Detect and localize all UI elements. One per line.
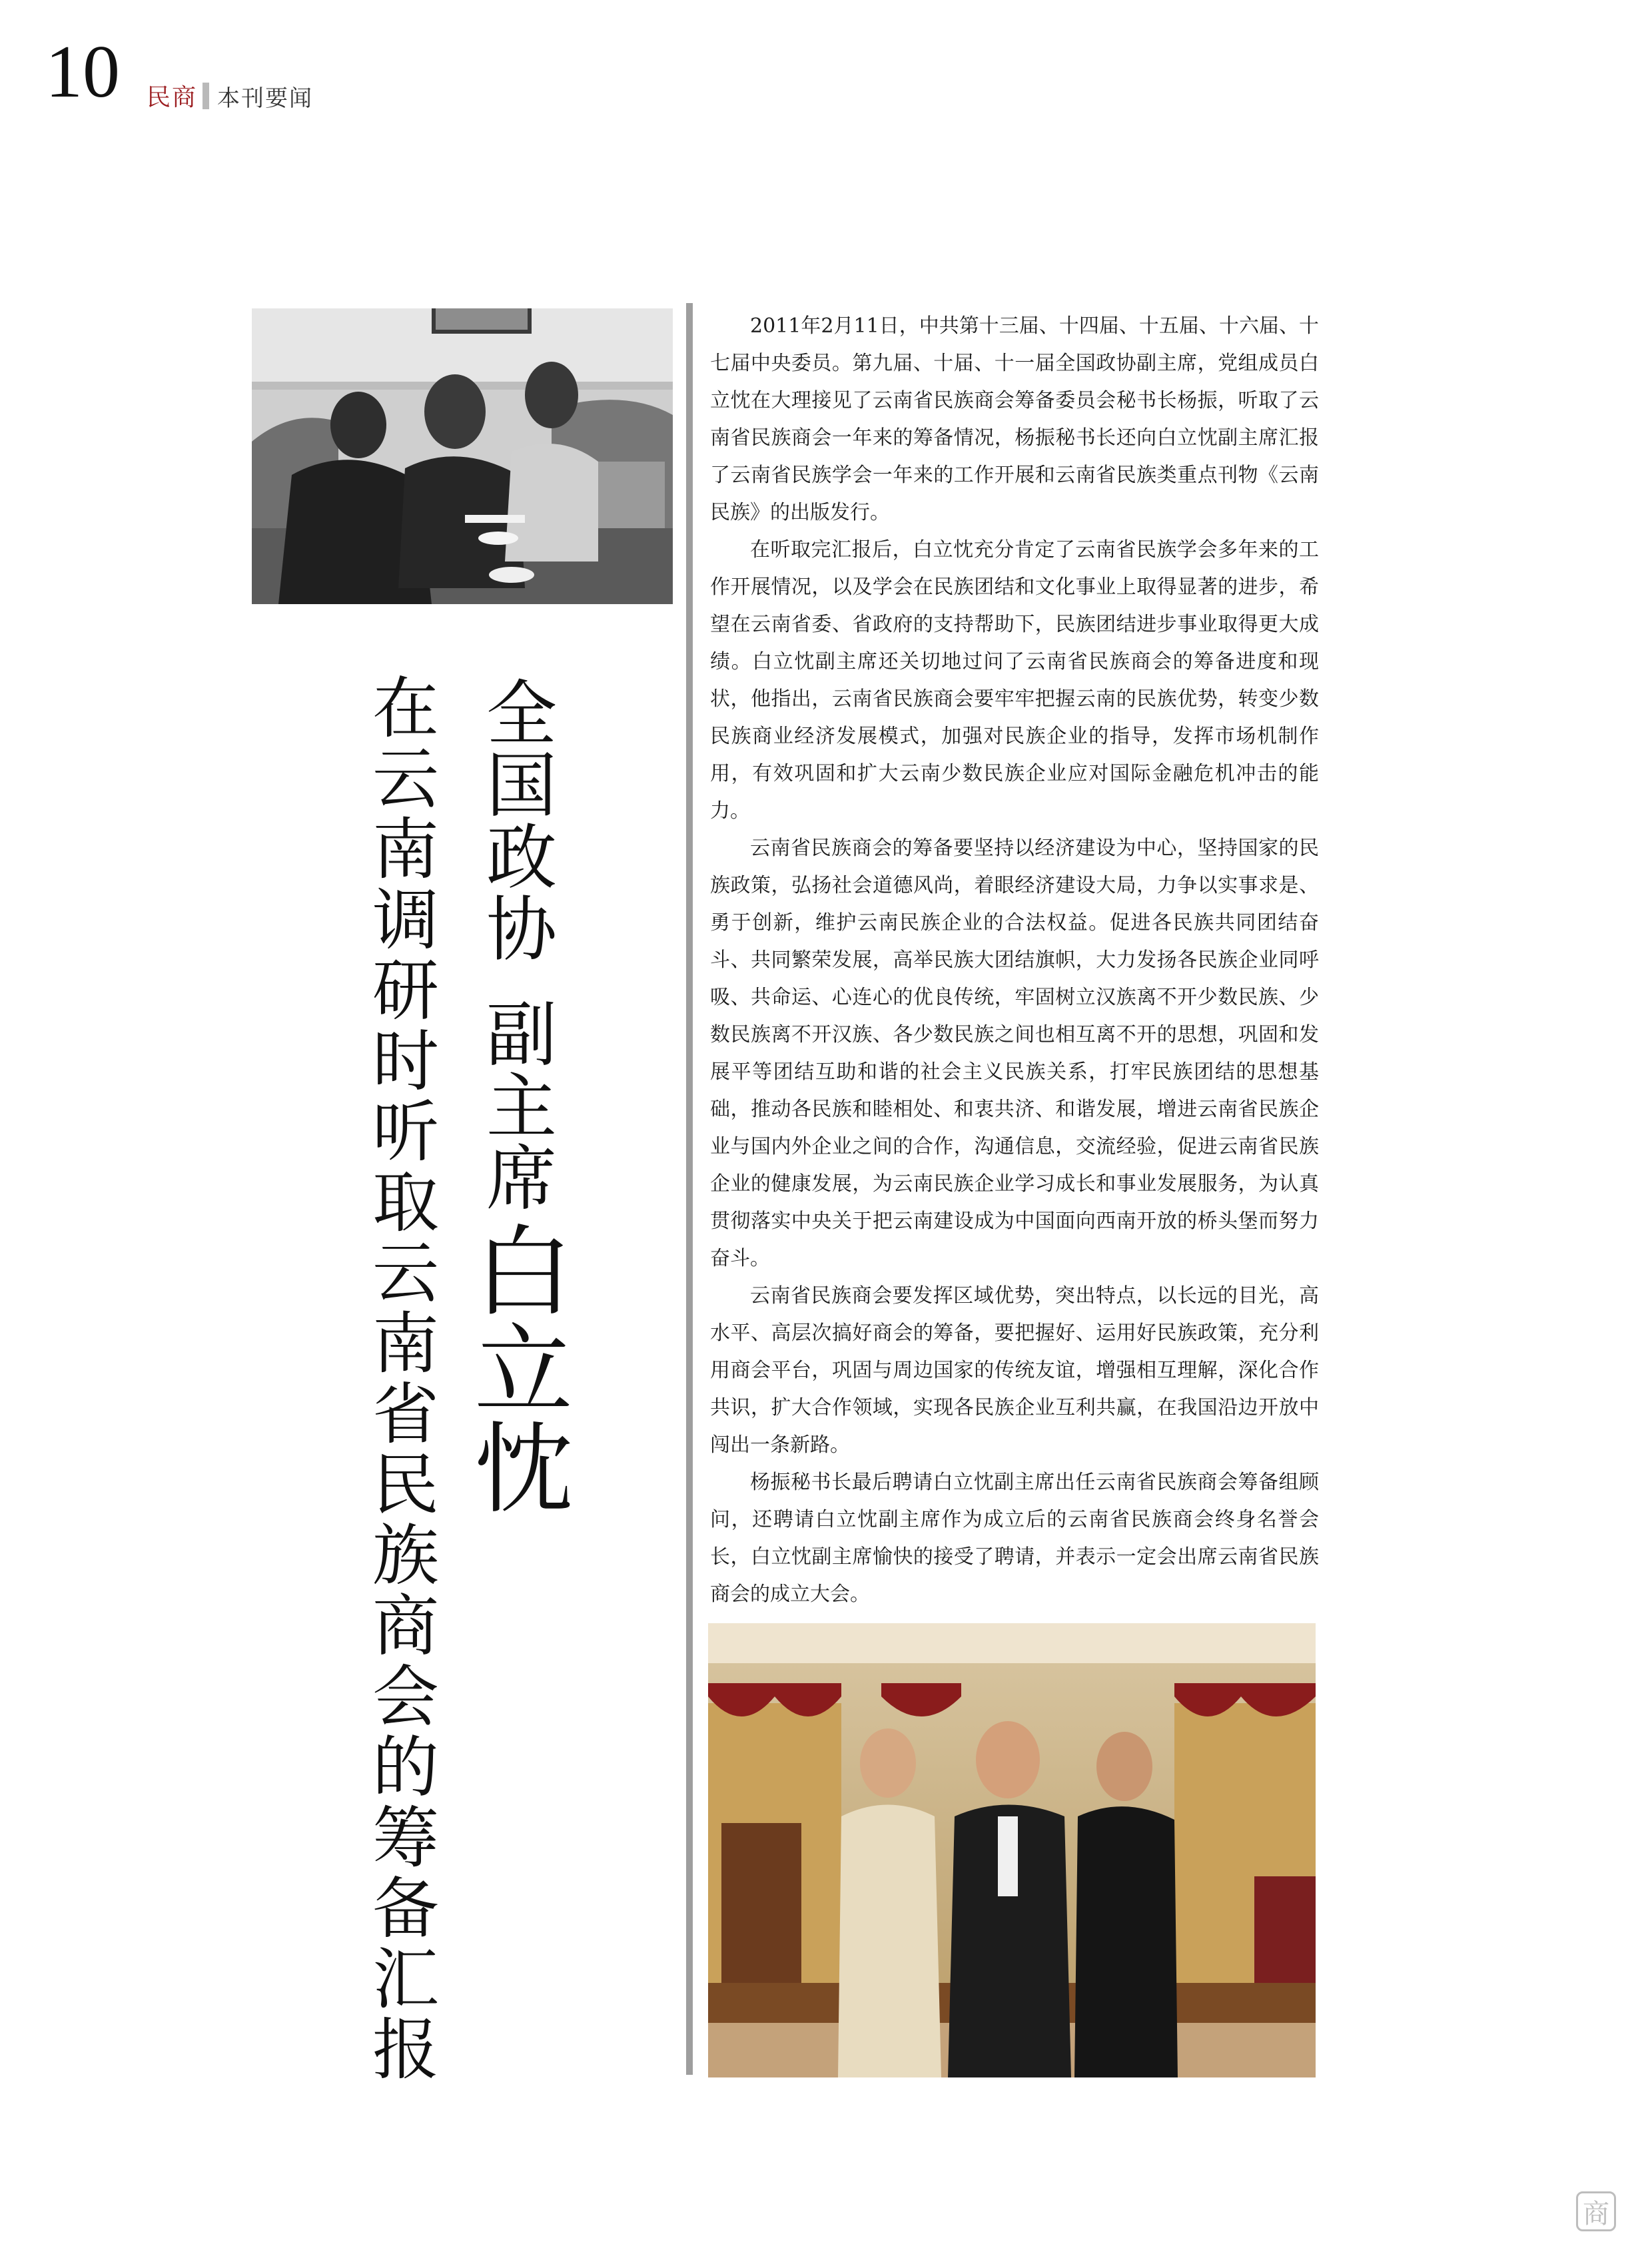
group-photo [708,1623,1316,2077]
page-number: 10 [45,31,120,113]
headline-secondary: 在云南调研时听取云南省民族商会的筹备汇报 [361,673,439,2085]
column-divider [686,303,693,2075]
meeting-photo [252,308,673,604]
section-label: 民商 [147,84,198,111]
article-paragraph: 2011年2月11日，中共第十三届、十四届、十五届、十六届、十七届中央委员。第九届、十届、十一届全国政协副主席，党组成员白立忱在大理接见了云南省民族商会筹备委员会秘书长杨振，听取了云南省民族商会一年来的筹备情况，杨振秘书长还向白立忱副主席汇报了云南省民族学会一年来的工作开展和云南省民族类重点刊物《云南民族》的出版发行。 [710,314,1319,524]
article-paragraph: 云南省民族商会要发挥区域优势，突出特点，以长远的目光，高水平、高层次搞好商会的筹备，要把握好、运用好民族政策，充分利用商会平台，巩固与周边国家的传统友谊，增强相互理解，深化合作共识，扩大合作领域，实现各民族企业互利共赢，在我国沿边开放中闯出一条新路。 [710,1284,1319,1457]
article-paragraph: 杨振秘书长最后聘请白立忱副主席出任云南省民族商会筹备组顾问，还聘请白立忱副主席作为成立后的云南省民族商会终身名誉会长，白立忱副主席愉快的接受了聘请，并表示一定会出席云南省民族商会的成立大会。 [710,1471,1319,1606]
headline-primary [458,676,573,1515]
header-divider [203,83,209,109]
column-name: 本刊要闻 [217,85,313,112]
headline-lead: 全国政协 [475,676,557,964]
publication-logo: 商 [1576,2191,1616,2231]
article-body [710,308,1319,1613]
headline-role: 副主席 [475,997,557,1213]
article-paragraph: 云南省民族商会的筹备要坚持以经济建设为中心，坚持国家的民族政策，弘扬社会道德风尚，着眼经济建设大局，力争以实事求是、勇于创新，维护云南民族企业的合法权益。促进各民族共同团结奋斗、共同繁荣发展，高举民族大团结旗帜，大力发扬各民族企业同呼吸、共命运、心连心的优良传统，牢固树立汉族离不开少数民族、少数民族离不开汉族、各少数民族之间也相互离不开的思想，巩固和发展平等团结互助和谐的社会主义民族关系，打牢民族团结的思想基础，推动各民族和睦相处、和衷共济、和谐发展，增进云南省民族企业与国内外企业之间的合作，沟通信息，交流经验，促进云南省民族企业的健康发展，为云南民族企业学习成长和事业发展服务，为认真贯彻落实中央关于把云南建设成为中国面向西南开放的桥头堡而努力奋斗。 [710,837,1319,1270]
headline-name: 白立忱 [458,1220,573,1515]
article-paragraph: 在听取完汇报后，白立忱充分肯定了云南省民族学会多年来的工作开展情况，以及学会在民族团结和文化事业上取得显著的进步，希望在云南省委、省政府的支持帮助下，民族团结进步事业取得更大成绩。白立忱副主席还关切地过问了云南省民族商会的筹备进度和现状，他指出，云南省民族商会要牢牢把握云南的民族优势，转变少数民族商业经济发展模式，加强对民族企业的指导，发挥市场机制作用，有效巩固和扩大云南少数民族企业应对国际金融危机冲击的能力。 [710,538,1319,823]
